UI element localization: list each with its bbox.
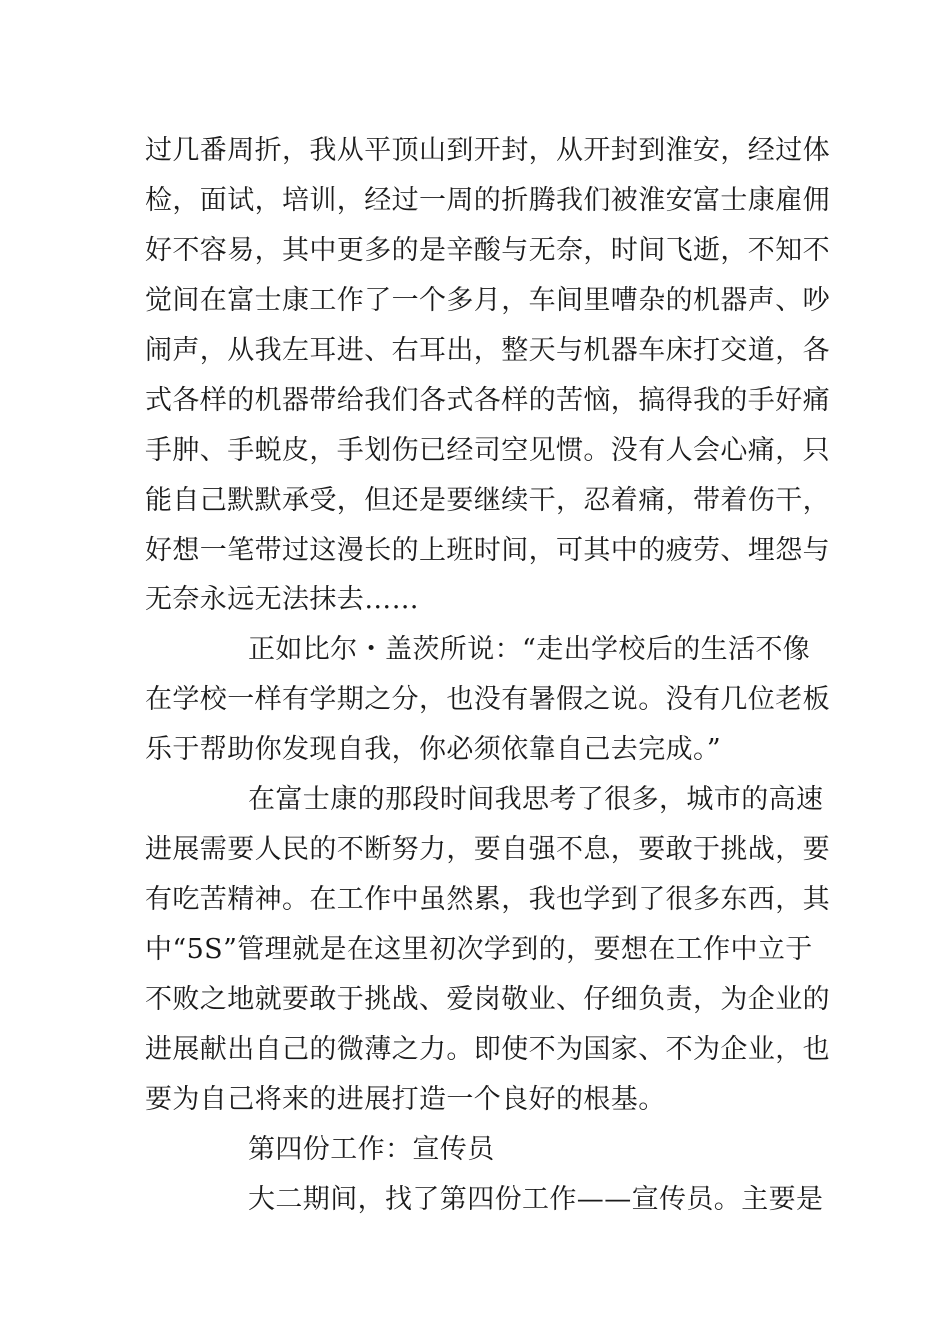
paragraph-start-line: 正如比尔・盖茨所说：“走出学校后的生活不像 bbox=[248, 634, 811, 665]
text-line: 乐于帮助你发现自我，你必须依靠自己去完成。” bbox=[145, 734, 722, 765]
text-line: 觉间在富士康工作了一个多月，车间里嘈杂的机器声、吵 bbox=[145, 285, 830, 316]
text-line: 能自己默默承受，但还是要继续干，忍着痛，带着伤干， bbox=[145, 485, 830, 516]
text-line: 好不容易，其中更多的是辛酸与无奈，时间飞逝，不知不 bbox=[145, 235, 830, 266]
text-line: 过几番周折，我从平顶山到开封，从开封到淮安，经过体 bbox=[145, 135, 830, 166]
text-line: 中“5S”管理就是在这里初次学到的，要想在工作中立于 bbox=[145, 934, 813, 965]
paragraph-start-line: 大二期间，找了第四份工作——宣传员。主要是 bbox=[248, 1184, 824, 1215]
section-heading: 第四份工作：宣传员 bbox=[248, 1134, 495, 1165]
text-line: 闹声，从我左耳进、右耳出，整天与机器车床打交道，各 bbox=[145, 335, 830, 366]
text-line: 检，面试，培训，经过一周的折腾我们被淮安富士康雇佣 bbox=[145, 185, 830, 216]
text-line: 好想一笔带过这漫长的上班时间，可其中的疲劳、埋怨与 bbox=[145, 535, 830, 566]
text-line: 式各样的机器带给我们各式各样的苦恼，搞得我的手好痛 bbox=[145, 385, 830, 416]
text-line: 进展献出自己的微薄之力。即使不为国家、不为企业，也 bbox=[145, 1034, 830, 1065]
text-line: 有吃苦精神。在工作中虽然累，我也学到了很多东西，其 bbox=[145, 884, 830, 915]
text-line: 在学校一样有学期之分，也没有暑假之说。没有几位老板 bbox=[145, 684, 830, 715]
text-line: 不败之地就要敢于挑战、爱岗敬业、仔细负责，为企业的 bbox=[145, 984, 830, 1015]
paragraph-start-line: 在富士康的那段时间我思考了很多，城市的高速 bbox=[248, 784, 824, 815]
text-line: 进展需要人民的不断努力，要自强不息，要敢于挑战，要 bbox=[145, 834, 830, 865]
text-line: 要为自己将来的进展打造一个良好的根基。 bbox=[145, 1084, 666, 1115]
text-line: 无奈永远无法抹去…… bbox=[145, 584, 419, 615]
text-line: 手肿、手蜕皮，手划伤已经司空见惯。没有人会心痛，只 bbox=[145, 435, 830, 466]
